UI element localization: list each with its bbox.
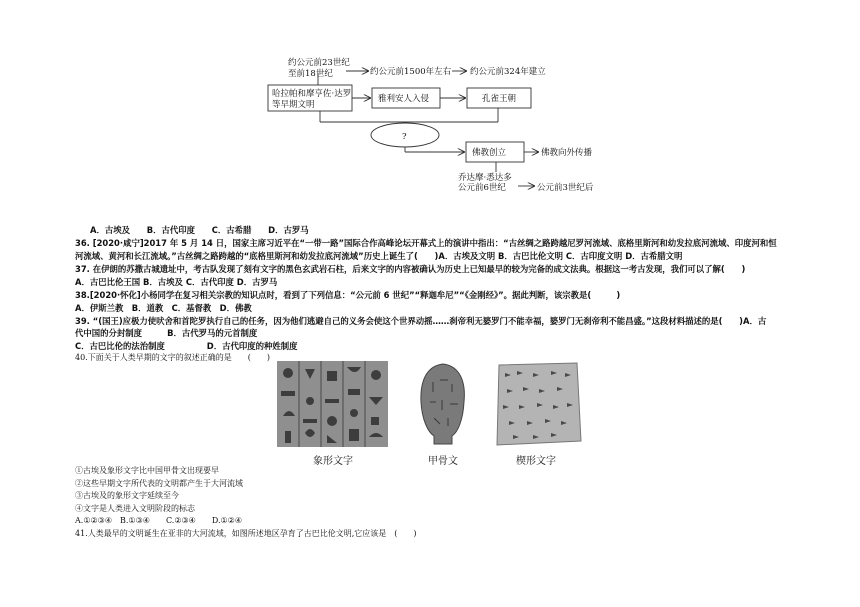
q38-line1: 38.[2020·怀化]小杨同学在复习相关宗教的知识点时，看到了下列信息：“公元前 6 世纪”“释迦牟尼”“《金刚经》”。据此判断，该宗教是( ): [75, 290, 621, 300]
aryan-label: 雅利安人入侵: [378, 94, 430, 104]
lbl-324: 约公元前324年建立: [470, 67, 546, 77]
lbl-spread: 佛教向外传播: [541, 148, 593, 158]
q37-options: A．古巴比伦王国 B．古埃及 C．古代印度 D．古罗马: [75, 277, 278, 287]
caption-cuneiform: 楔形文字: [516, 456, 556, 467]
q35-options: A．古埃及 B．古代印度 C．古希腊 D．古罗马: [90, 225, 309, 235]
q37-line1: 37. 在伊朗的苏撒古城遗址中，考古队发现了刻有文字的黑色玄武岩石柱，后来文字的内容被确认为历史上已知最早的较为完备的成文法典。根据这一考古发现，我们可以了解( ): [75, 264, 746, 274]
harappa-line1: 哈拉帕和摩亨佐·达罗: [272, 89, 352, 99]
q36-line2: 河流域、黄河和长江流域。”古丝绸之路跨越的“底格里斯河和幼发拉底河流域”历史上诞生了( )A．古埃及文明 B．古巴比伦文明 C．古印度文明 D．古希腊文明: [75, 251, 683, 261]
q41-stem: 41.人类最早的文明诞生在亚非的大河流域，如图所述地区孕育了古巴比伦文明,它应该是 ( ): [75, 529, 417, 538]
caption-oracle-bone: 甲骨文: [428, 456, 458, 467]
q39-line1: 39. “(国王)应极力使吠舍和首陀罗执行自己的任务，因为他们逃避自己的义务会使这个世界动摇……刹帝利无婆罗门不能幸福，婆罗门无刹帝利不能昌盛。”这段材料描述的是( )A．古: [75, 316, 767, 326]
q39-options-ab: 代中国的分封制度 B．古代罗马的元首制度: [75, 328, 258, 338]
q40-stem: 40.下面关于人类早期的文字的叙述正确的是 ( ): [75, 353, 270, 362]
caption-hieroglyph: 象形文字: [313, 456, 353, 467]
oracle-bone-image: [418, 362, 468, 446]
q39-options-cd: C．古巴比伦的法治制度 D．古代印度的种姓制度: [75, 341, 298, 351]
q36-line1: 36. [2020·咸宁]2017 年 5 月 14 日，国家主席习近平在“一带一路”国际合作高峰论坛开幕式上的演讲中指出：“古丝绸之路跨越尼罗河流域、底格里斯河和幼发拉底河流域、印度河和恒: [75, 238, 777, 248]
q40-statement-2: ②这些早期文字所代表的文明都产生于大河流域: [75, 479, 243, 488]
maurya-label: 孔雀王朝: [482, 94, 517, 104]
cuneiform-image: [493, 361, 583, 447]
hieroglyph-image: [277, 361, 388, 447]
india-history-flow-diagram: [0, 0, 860, 220]
lbl-3c: 公元前3世纪后: [537, 183, 594, 193]
harappa-line2: 等早期文明: [272, 100, 315, 110]
q40-choices: A.①②③④ B.①③④ C.②③④ D.①②④: [75, 516, 243, 525]
lbl-siddhartha-line2: 公元前6世纪: [458, 183, 506, 193]
q40-statement-4: ④文字是人类进入文明阶段的标志: [75, 504, 195, 513]
q38-options: A．伊斯兰教 B．道教 C．基督教 D．佛教: [75, 303, 252, 313]
lbl-1500: 约公元前1500年左右: [370, 67, 452, 77]
question-mark: ?: [402, 132, 407, 142]
q40-statement-3: ③古埃及的象形文字延续至今: [75, 491, 179, 500]
lbl-23c-line2: 至前18世纪: [288, 69, 333, 79]
q40-statement-1: ①古埃及象形文字比中国甲骨文出现要早: [75, 466, 219, 475]
buddhism-label: 佛教创立: [472, 148, 507, 158]
lbl-23c-line1: 约公元前23世纪: [288, 58, 350, 68]
lbl-siddhartha-line1: 乔达摩·悉达多: [458, 173, 512, 183]
